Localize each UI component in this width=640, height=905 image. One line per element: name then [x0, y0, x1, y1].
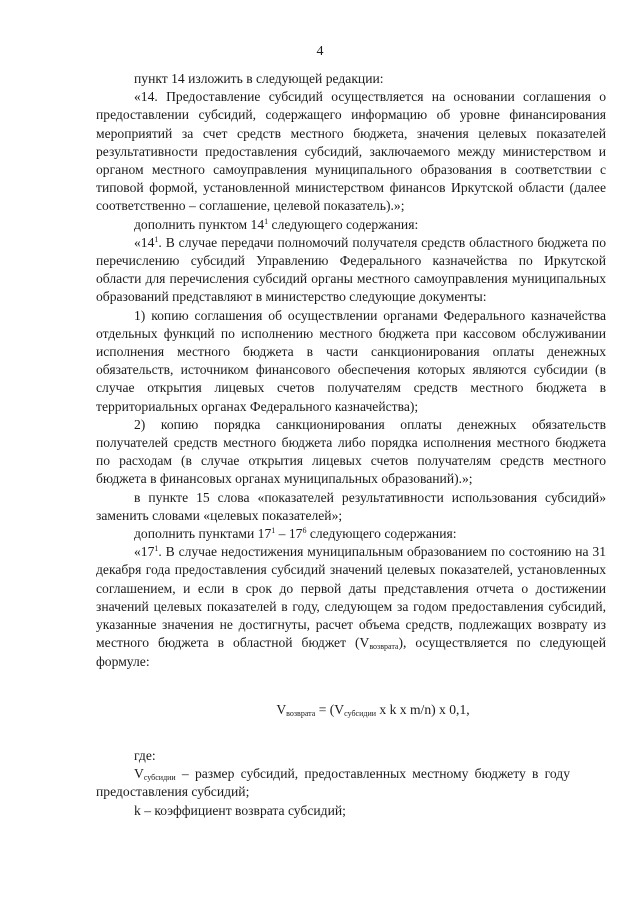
paragraph-12: k – коэффициент возврата субсидий; — [134, 802, 346, 818]
subscript: субсидии — [344, 708, 376, 718]
paragraph-11: $V_{субсидии}$ – размер субсидий, предоставленных местному бюджету в году предоставления субсидий; — [96, 766, 570, 800]
paragraph-9: «$17^1$. В случае недостижения муниципальным образованием по состоянию на 31 декабря года предоставления субсидий значений целевых показателей, установленных соглашением, и если в срок до первой даты представления отчета о достижении значений целевых показателей в году, следующем за годом предоставления субсидий, указанные значения не достигнуты, расчет объема средств, подлежащих возврату из местного бюджета в областной бюджет $(V_{возврата})$, осуществляется по следующей формуле: — [96, 544, 606, 669]
superscript: 1 — [271, 526, 276, 536]
superscript: 1 — [154, 544, 159, 554]
subscript: возврата — [369, 642, 399, 652]
superscript: 1 — [264, 216, 269, 226]
paragraph-3: дополнить пунктом $14^1$ следующего содержания: — [134, 216, 419, 232]
paragraph-1: пункт 14 изложить в следующей редакции: — [134, 71, 384, 86]
paragraph-2: «14. Предоставление субсидий осуществляется на основании соглашения о предоставлении субсидий, содержащего информацию об уровне финансирования мероприятий за счет средств местного бюджета, значения целевых показателей результативности предоставления субсидий, заключаемого между министерством и органом местного самоуправления муниципального образования в соответствии с типовой формой, установленной министерством финансов Иркутской области (далее соответственно – соглашение, целевой показатель).»; — [96, 89, 606, 214]
subscript: возврата — [286, 708, 316, 718]
formula: $V_{возврата} = (V_{субсидии}$ x k x m/n) x 0,1, — [276, 701, 470, 718]
page-number: 4 — [316, 44, 324, 59]
document-body — [96, 70, 606, 820]
paragraph-8: дополнить пунктами $17^1 - 17^6$ следующего содержания: — [134, 526, 457, 542]
paragraph-4: «$14^1$. В случае передачи полномочий получателя средств областного бюджета по перечислению субсидий Управлению Федерального казначейства по Иркутской области для перечисления субсидий органы местного самоуправления муниципальных образований представляют в министерство следующие документы: — [96, 234, 606, 305]
paragraph-7: в пункте 15 слова «показателей результативности использования субсидий» заменить словами «целевых показателей»; — [96, 489, 606, 523]
superscript: 6 — [302, 526, 307, 536]
superscript: 1 — [154, 234, 159, 244]
paragraph-6: 2) копию порядка санкционирования оплаты денежных обязательств получателей средств местного бюджета либо порядка исполнения местного бюджета по расходам (в случае открытия лицевых счетов получателям средств местного бюджета в финансовых органах муниципальных образований).»; — [96, 416, 606, 487]
paragraph-5: 1) копию соглашения об осуществлении органами Федерального казначейства отдельных функций по исполнению местного бюджета при кассовом обслуживании исполнения местного бюджета в части санкционирования оплаты денежных обязательств, источником финансового обеспечения которых являются субсидии (в случае открытия лицевых счетов получателям средств местного бюджета в территориальных органах Федерального казначейства); — [96, 307, 606, 414]
subscript: субсидии — [143, 773, 176, 783]
paragraph-10: где: — [134, 747, 156, 763]
